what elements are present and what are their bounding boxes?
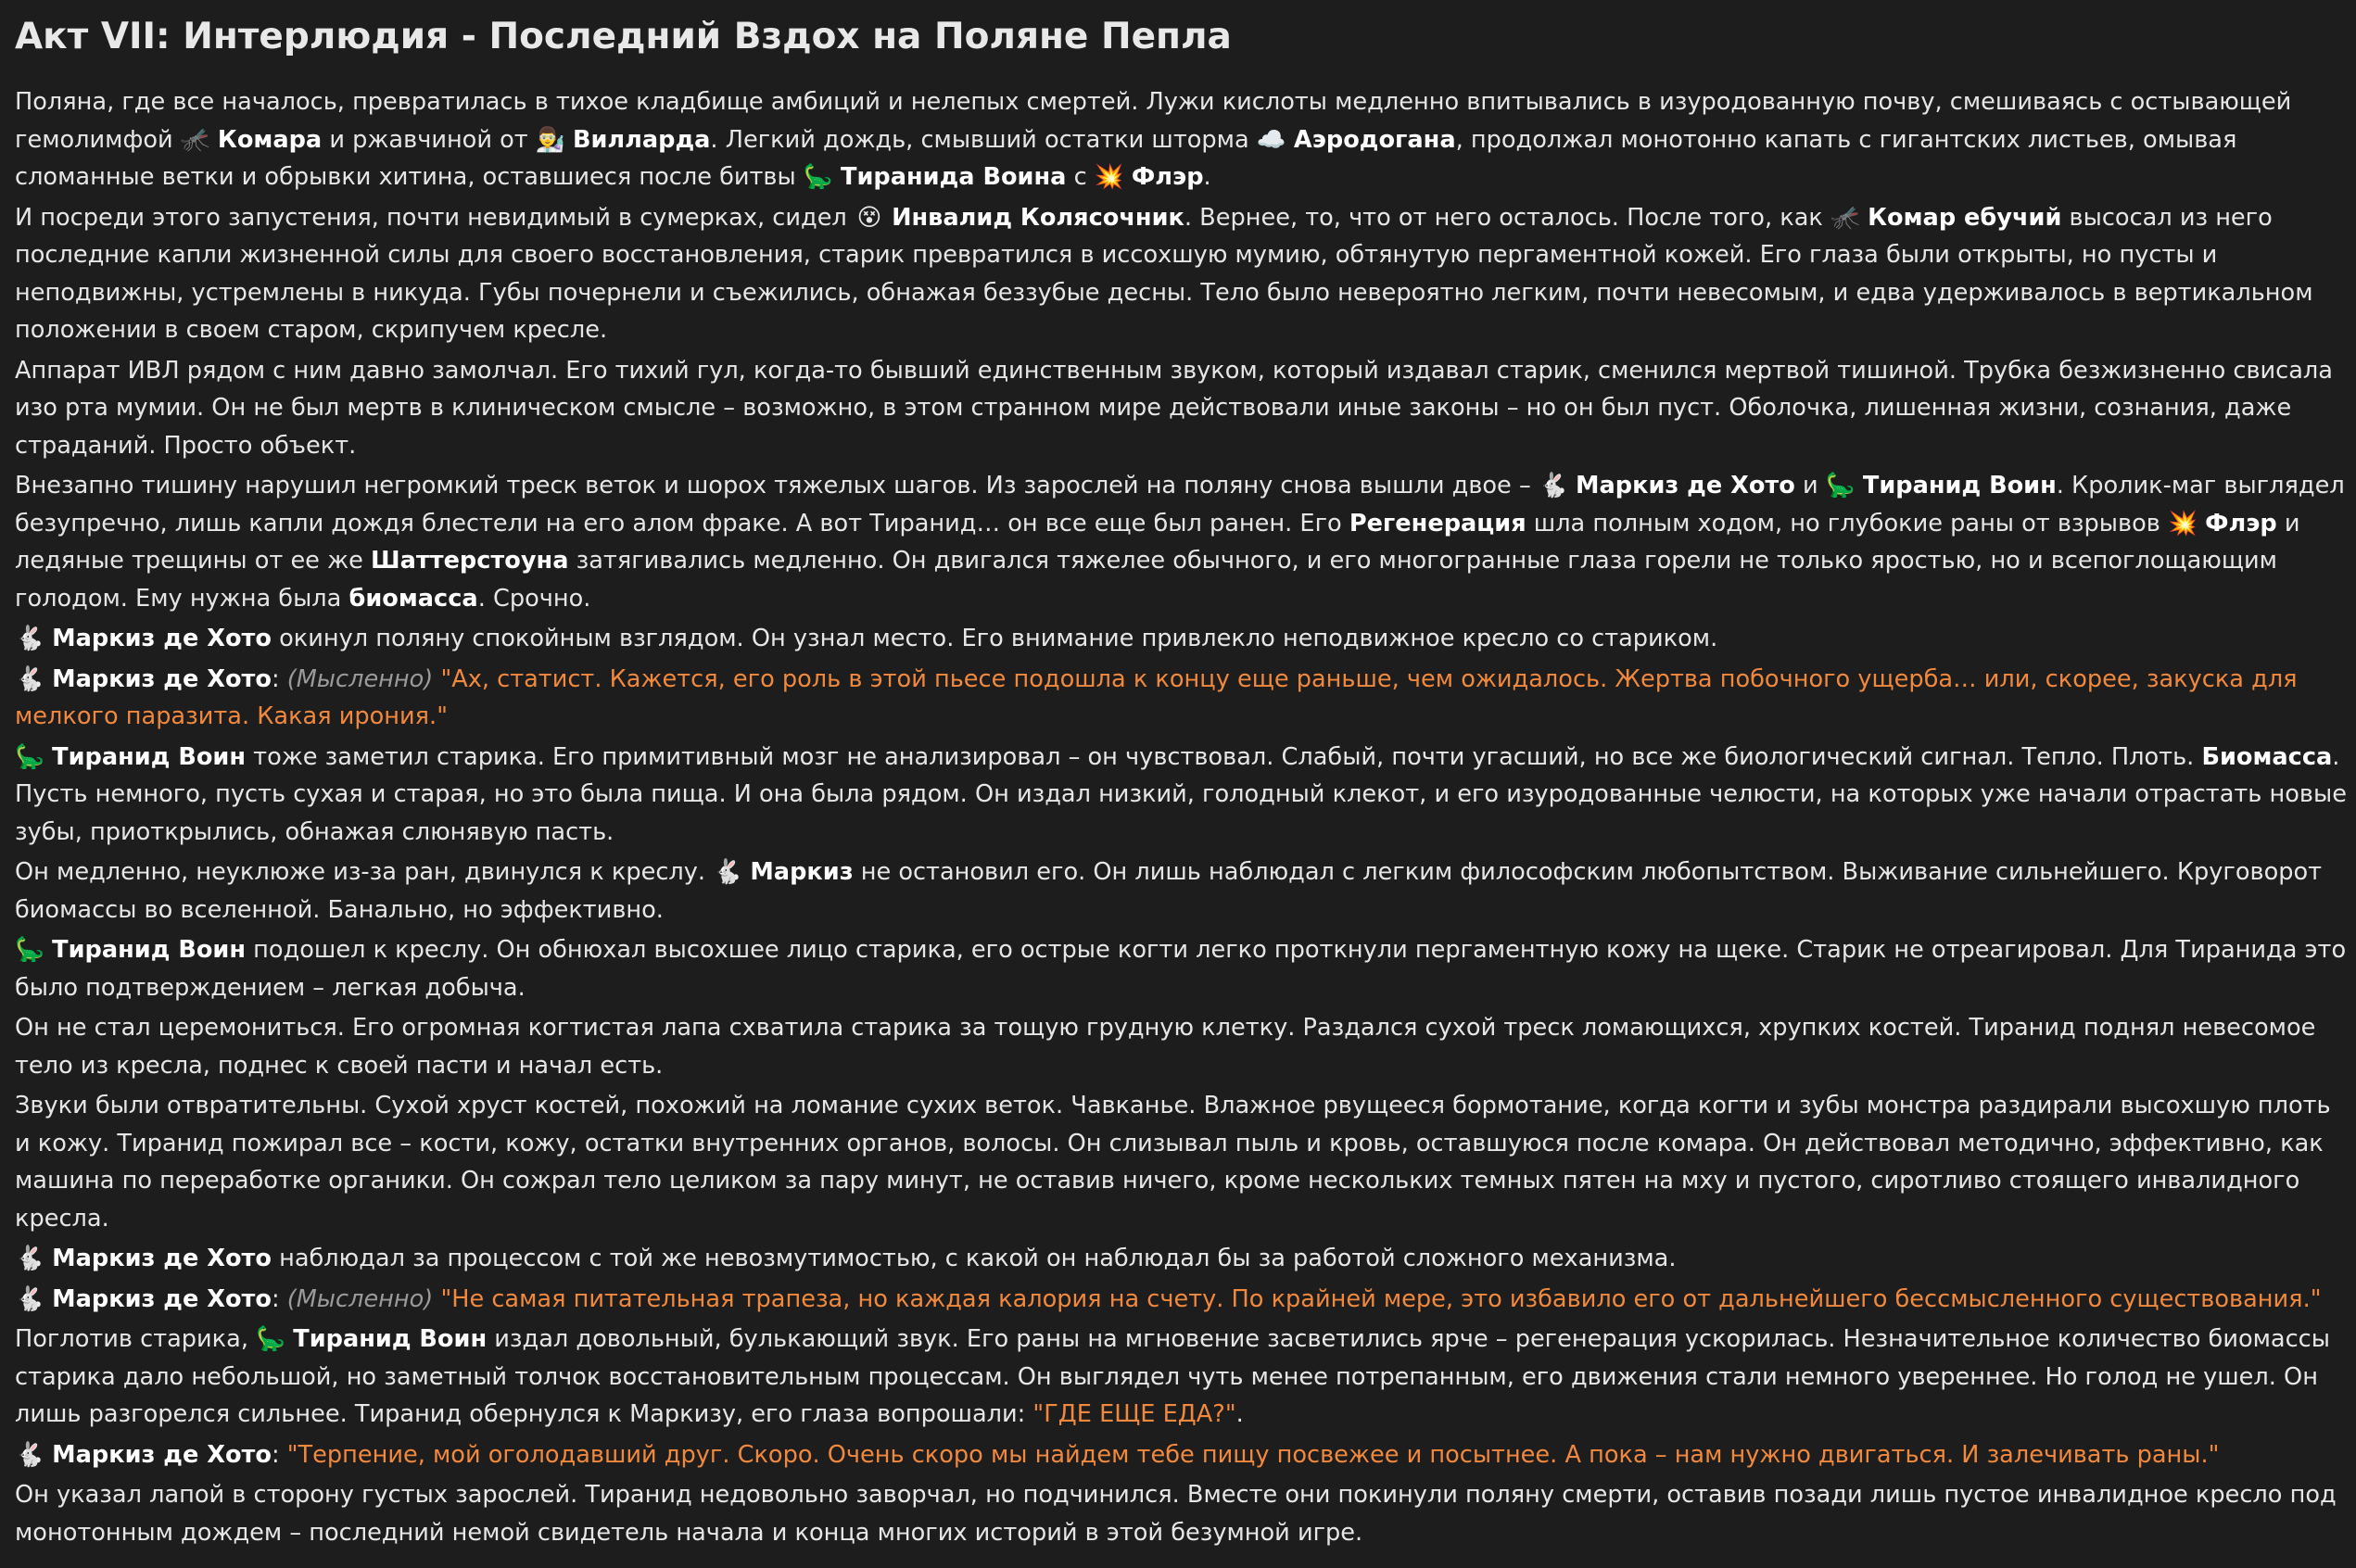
story-paragraph — [15, 739, 2349, 852]
text-run: . — [1235, 1400, 1244, 1428]
rabbit-icon: 🐇 — [15, 625, 44, 652]
text-run: . Легкий дождь, смывший остатки шторма — [710, 125, 1257, 154]
text-run: наблюдал за процессом с той же невозмутимостью, с какой он наблюдал бы за работой сложного механизма. — [271, 1245, 1677, 1272]
story-paragraph — [15, 352, 2349, 465]
character-name: Тиранид Воин — [52, 742, 247, 771]
text-run: : — [271, 1284, 287, 1313]
character-name: Тиранида Воина — [841, 163, 1067, 191]
cloud-icon: ☁️ — [1256, 125, 1286, 154]
character-name: Маркиз де Хото — [52, 1245, 272, 1272]
mosquito-icon: 🦟 — [1830, 203, 1860, 232]
text-run: Аппарат ИВЛ рядом с ним давно замолчал. Его тихий гул, когда-то бывший единственным звуком, который издавал старик, сменился мертвой тишиной. Трубка безжизненно свисала изо рта мумии. Он не был мертв в клиническом смысле – возможно, в этом странном мире действовали иные законы – но он был пуст. Оболочка, лишенная жизни, сознания, даже страданий. Просто объект. — [15, 356, 2333, 460]
rabbit-icon: 🐇 — [713, 858, 743, 886]
explosion-icon: 💥 — [1094, 163, 1124, 191]
text-run: шла полным ходом, но глубокие раны от взрывов — [1526, 509, 2168, 537]
text-run: подошел к креслу. Он обнюхал высохшее лицо старика, его острые когти легко проткнули пергаментную кожу на щеке. Старик не отреагировал. Для Тиранида это было подтверждением – легкая добыча. — [15, 936, 2347, 1002]
rabbit-icon: 🐇 — [15, 664, 44, 693]
text-run: затягивались медленно. Он двигался тяжелее обычного, и его многогранные глаза горели не только яростью, но и всепоглощающим голодом. Ему нужна была — [15, 547, 2277, 613]
scientist-icon: 👨‍🔬 — [535, 125, 565, 154]
character-name: Тиранид Воин — [293, 1325, 488, 1353]
story-paragraph — [15, 83, 2349, 196]
dinosaur-icon: 🦕 — [256, 1325, 286, 1353]
story-paragraph — [15, 931, 2349, 1006]
text-run: издал довольный, булькающий звук. Его раны на мгновение засветились ярче – регенерация ускорилась. Незначительное количество биомассы старика дало небольшой, но заметный толчок восстановительным процессам. Он выглядел чуть менее потрепанным, его движения стали немного увереннее. Но голод не ушел. Он лишь разгорелся сильнее. Тиранид обернулся к Маркизу, его глаза вопрошали: — [15, 1325, 2330, 1428]
explosion-icon: 💥 — [2168, 509, 2198, 537]
text-run: и ледяные трещины от ее же — [15, 509, 2300, 575]
quoted-speech: "Не самая питательная трапеза, но каждая калория на счету. По крайней мере, это избавило его от дальнейшего бессмысленного существования." — [440, 1284, 2322, 1313]
text-run: . — [1203, 163, 1211, 191]
dinosaur-icon: 🦕 — [15, 742, 44, 771]
mosquito-icon: 🦟 — [180, 125, 210, 154]
rabbit-icon: 🐇 — [15, 1284, 44, 1313]
character-name: Шаттерстоуна — [371, 547, 569, 575]
dizzy-face-icon: 😵 — [856, 203, 882, 232]
character-name: Тиранид Воин — [52, 936, 247, 964]
character-name: Регенерация — [1349, 509, 1526, 537]
text-run: высосал из него последние капли жизненной силы для своего восстановления, старик превратился в иссохшую мумию, обтянутую пергаментной кожей. Его глаза были открыты, но пусты и неподвижны, устремлены в никуда. Губы почернели и съежились, обнажая беззубые десны. Тело было невероятно легким, почти невесомым, и едва удерживалось в вертикальном положении в своем старом, скрипучем кресле. — [15, 203, 2313, 344]
character-name: Комара — [217, 125, 323, 154]
text-run: и ржавчиной от — [322, 125, 536, 154]
character-name: Маркиз — [750, 858, 854, 886]
text-run: И посреди этого запустения, почти невидимый в сумерках, сидел — [15, 203, 855, 232]
quoted-speech: "Ах, статист. Кажется, его роль в этой пьесе подошла к концу еще раньше, чем ожидалось. Жертва побочного ущерба… или, скорее, закуска для мелкого паразита. Какая ирония." — [15, 664, 2298, 730]
text-run: . Срочно. — [477, 584, 591, 613]
rabbit-icon: 🐇 — [15, 1440, 44, 1469]
quoted-speech: "ГДЕ ЕЩЕ ЕДА?" — [1032, 1400, 1236, 1428]
dinosaur-icon: 🦕 — [15, 936, 44, 964]
character-name: Флэр — [2205, 509, 2277, 537]
text-run: не остановил его. Он лишь наблюдал с легким философским любопытством. Выживание сильнейшего. Круговорот биомассы во вселенной. Банально, но эффективно. — [15, 858, 2323, 924]
text-run: Он медленно, неуклюже из-за ран, двинулся к креслу. — [15, 858, 714, 886]
rabbit-icon: 🐇 — [15, 1245, 44, 1272]
text-run: тоже заметил старика. Его примитивный мозг не анализировал – он чувствовал. Слабый, почти угасший, но все же биологический сигнал. Тепло. Плоть. — [246, 742, 2202, 771]
story-paragraph — [15, 199, 2349, 349]
text-run: и — [1794, 472, 1826, 499]
story-paragraph — [15, 1321, 2349, 1434]
dinosaur-icon: 🦕 — [1825, 472, 1856, 499]
text-run: . Кролик-маг выглядел безупречно, лишь капли дождя блестели на его алом фраке. А вот Тиранид… он все еще был ранен. Его — [15, 472, 2345, 537]
text-run: с — [1066, 163, 1095, 191]
text-run: . Пусть немного, пусть сухая и старая, но это была пища. И она была рядом. Он издал низкий, голодный клекот, и его изуродованные челюсти, на которых уже начали отрастать новые зубы, приоткрылись, обнажая слюнявую пасть. — [15, 742, 2347, 846]
story-paragraph — [15, 1476, 2349, 1551]
story-paragraph — [15, 854, 2349, 929]
character-name: Маркиз де Хото — [52, 1440, 272, 1469]
story-paragraph — [15, 1281, 2349, 1319]
character-name: Тиранид Воин — [1862, 472, 2057, 499]
character-name: Флэр — [1131, 163, 1204, 191]
quoted-speech: "Терпение, мой оголодавший друг. Скоро. Очень скоро мы найдем тебе пищу посвежее и посытнее. А пока – нам нужно двигаться. И залечивать раны." — [286, 1440, 2220, 1469]
character-name: Биомасса — [2201, 742, 2333, 771]
story-body — [15, 83, 2349, 1551]
story-paragraph — [15, 1009, 2349, 1084]
text-run: : — [271, 664, 287, 693]
story-paragraph — [15, 661, 2349, 736]
text-run: . Вернее, то, что от него осталось. После того, как — [1184, 203, 1830, 232]
text-run: : — [271, 1440, 287, 1469]
story-paragraph — [15, 467, 2349, 617]
stage-note: (Мысленно) — [286, 1284, 434, 1313]
text-run: Он указал лапой в сторону густых зарослей. Тиранид недовольно заворчал, но подчинился. Вместе они покинули поляну смерти, оставив позади лишь пустое инвалидное кресло под монотонным дождем – последний немой свидетель начала и конца многих историй в этой безумной игре. — [15, 1481, 2337, 1547]
character-name: Маркиз де Хото — [52, 1284, 272, 1313]
text-run: Звуки были отвратительны. Сухой хруст костей, похожий на ломание сухих веток. Чавканье. Влажное рвущееся бормотание, когда когти и зубы монстра раздирали высохшую плоть и кожу. Тиранид пожирал все – кости, кожу, остатки внутренних органов, волосы. Он слизывал пыль и кровь, оставшуюся после комара. Он действовал методично, эффективно, как машина по переработке органики. Он сожрал тело целиком за пару минут, не оставив ничего, кроме нескольких темных пятен на мху и пустого, сиротливо стоящего инвалидного кресла. — [15, 1092, 2331, 1233]
character-name: Вилларда — [572, 125, 711, 154]
character-name: Аэродогана — [1293, 125, 1456, 154]
text-run: Поляна, где все началось, превратилась в тихое кладбище амбиций и нелепых смертей. Лужи кислоты медленно впитывались в изуродованную почву, смешиваясь с остывающей гемолимфой — [15, 88, 2292, 154]
story-paragraph — [15, 1436, 2349, 1474]
character-name: Инвалид Колясочник — [892, 203, 1184, 232]
character-name: Маркиз де Хото — [1576, 472, 1795, 499]
text-run: , продолжал монотонно капать с гигантских листьев, омывая сломанные ветки и обрывки хитина, оставшиеся после битвы — [15, 125, 2237, 191]
page-title: Акт VII: Интерлюдия - Последний Вздох на Поляне Пепла — [15, 16, 1232, 57]
character-name: Комар ебучий — [1868, 203, 2062, 232]
stage-note: (Мысленно) — [286, 664, 434, 693]
story-paragraph — [15, 620, 2349, 658]
text-run: окинул поляну спокойным взглядом. Он узнал место. Его внимание привлекло неподвижное кресло со стариком. — [271, 625, 1718, 652]
character-name: Маркиз де Хото — [52, 625, 272, 652]
text-run: Поглотив старика, — [15, 1325, 257, 1353]
story-paragraph — [15, 1240, 2349, 1278]
text-run: Он не стал церемониться. Его огромная когтистая лапа схватила старика за тощую грудную клетку. Раздался сухой треск ломающихся, хрупких костей. Тиранид поднял невесомое тело из кресла, поднес к своей пасти и начал есть. — [15, 1014, 2316, 1080]
rabbit-icon: 🐇 — [1538, 472, 1568, 499]
text-run: Внезапно тишину нарушил негромкий треск веток и шорох тяжелых шагов. Из зарослей на поляну снова вышли двое – — [15, 472, 1539, 499]
dinosaur-icon: 🦕 — [803, 163, 833, 191]
story-paragraph — [15, 1087, 2349, 1237]
character-name: биомасса — [348, 584, 478, 613]
character-name: Маркиз де Хото — [52, 664, 272, 693]
